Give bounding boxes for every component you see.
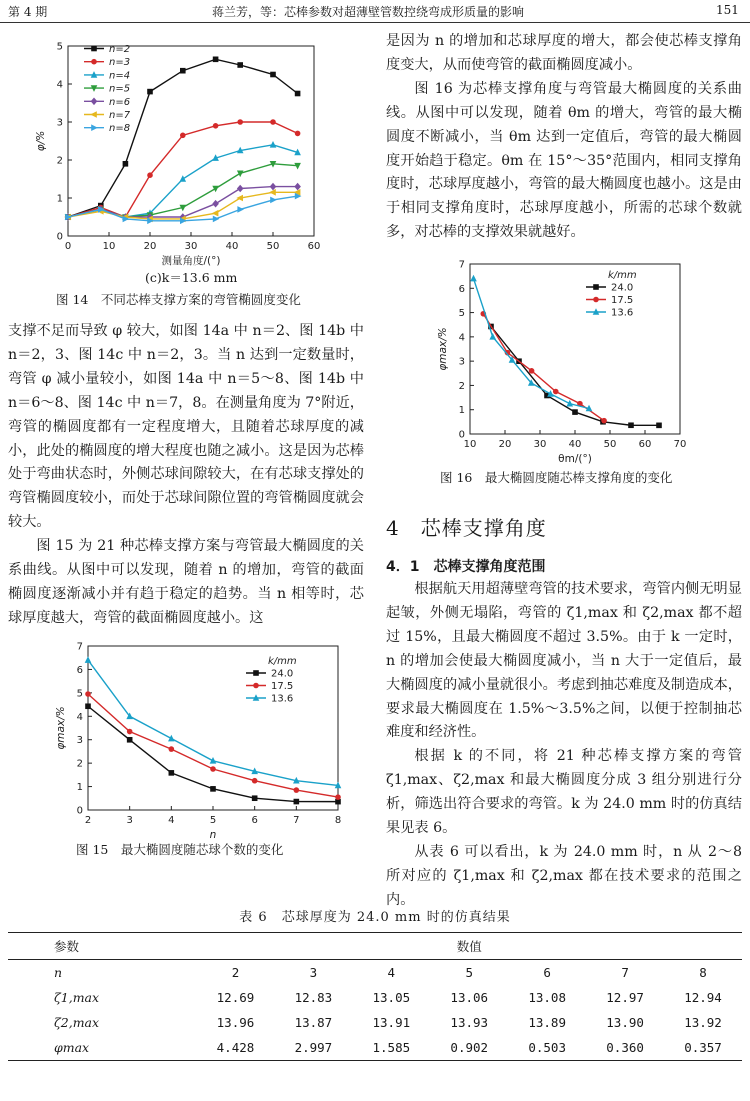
x-tick-label: 2 [84, 815, 92, 826]
y-axis-label: φmax/% [437, 327, 449, 371]
row-label: ζ2,max [54, 1015, 100, 1030]
data-point [210, 766, 216, 772]
section-heading: 4 芯棒支撑角度 [386, 516, 547, 540]
x-tick-label: 10 [102, 241, 116, 252]
data-point [252, 778, 258, 784]
table-cell: 2.997 [274, 1035, 352, 1061]
y-tick-label: 7 [76, 641, 83, 653]
legend-label: 17.5 [611, 295, 634, 306]
issue-number: 第 4 期 [8, 5, 48, 19]
y-axis-label: φmax/% [55, 706, 67, 750]
data-point [180, 133, 186, 139]
table-cell: 7 [621, 965, 629, 980]
right-column-text-bottom [386, 578, 742, 913]
y-tick-label: 0 [76, 805, 83, 817]
data-point [237, 185, 244, 193]
data-point [91, 46, 97, 52]
table-cell: 0.360 [586, 1035, 664, 1061]
y-tick-label: 4 [458, 332, 465, 344]
data-point [147, 89, 153, 95]
data-point [212, 200, 219, 208]
x-axis-label: n [209, 829, 217, 841]
paragraph: 图 15 为 21 种芯棒支撑方案与弯管最大椭圆度的关系曲线。从图中可以发现，随着 n 的增加，弯管的截面椭圆度逐渐减小并有趋于稳定的趋势。当 n 相等时，芯球厚度越大，弯管的截面椭圆度越小。这 [8, 538, 364, 626]
running-title: 蒋兰芳，等：芯棒参数对超薄壁管数控绕弯成形质量的影响 [212, 5, 525, 19]
table-cell: 4.428 [197, 1035, 275, 1061]
row-label: ζ1,max [54, 990, 100, 1005]
paragraph: 图 16 为芯棒支撑角度与弯管最大椭圆度的关系曲线。从图中可以发现，随着 θm 的增大，弯管的最大椭圆度不断减小，当 θm 达到一定值后，弯管的最大椭圆度开始趋于稳定。θm 在 15°～35°范围内，相同支撑角度时，芯球厚度越小，弯管的最大椭圆度也越小。这是由于相同支撑角度时，芯球厚度越小，所需的芯球个数就多，对芯棒的支撑效果就越好。 [386, 80, 742, 241]
table-cell: 3 [309, 965, 318, 980]
figure-15-caption: 图 15 最大椭圆度随芯球个数的变化 [76, 842, 284, 857]
figure-14-caption: 图 14 不同芯棒支撑方案的弯管椭圆度变化 [56, 292, 301, 307]
table-cell: 13.90 [606, 1015, 644, 1030]
legend-label: n=7 [109, 110, 131, 121]
figure-16-chart [410, 256, 750, 471]
data-point [252, 795, 258, 801]
legend-label: n=3 [109, 57, 131, 69]
data-point [489, 333, 496, 340]
y-tick-label: 6 [458, 283, 465, 295]
data-point [212, 186, 219, 193]
x-tick-label: 7 [293, 815, 300, 826]
x-tick-label: 20 [498, 439, 512, 450]
data-point [294, 787, 300, 793]
x-tick-label: 30 [184, 241, 198, 252]
y-tick-label: 4 [76, 711, 83, 723]
data-point [553, 389, 559, 395]
paragraph: 从表 6 可以看出，k 为 24.0 mm 时，n 从 2～8 所对应的 ζ1,max 和 ζ2,max 都在技术要求的范围之内。 [386, 843, 742, 908]
x-tick-label: 40 [568, 439, 582, 450]
y-tick-label: 0 [56, 231, 63, 243]
table-cell: 2 [231, 965, 240, 980]
series-line [474, 279, 590, 409]
table-row [8, 960, 742, 986]
right-column-text-top [386, 30, 742, 245]
row-label: φmax [8, 1035, 197, 1061]
data-point [628, 422, 634, 428]
data-point [593, 297, 599, 303]
legend-label: n=5 [109, 83, 131, 95]
data-point [253, 683, 259, 689]
data-point [656, 423, 662, 429]
plot-frame [470, 264, 680, 434]
legend-label: 13.6 [611, 307, 634, 319]
data-point [90, 111, 97, 118]
legend-label: 13.6 [271, 693, 294, 705]
data-point [593, 284, 599, 290]
data-point [294, 799, 300, 805]
y-tick-label: 3 [458, 356, 465, 368]
table-cell: 12.69 [216, 990, 255, 1005]
data-point [270, 197, 277, 204]
y-tick-label: 1 [56, 193, 63, 205]
table-cell: 13.92 [684, 1015, 722, 1030]
data-point [295, 131, 301, 137]
table-6-title: 表 6 芯球厚度为 24.0 mm 时的仿真结果 [239, 910, 511, 925]
x-tick-label: 50 [603, 439, 617, 450]
data-point [270, 141, 277, 148]
y-tick-label: 1 [76, 782, 83, 794]
legend-title: k/mm [268, 656, 297, 667]
header-value: 数值 [197, 933, 742, 960]
table-cell: 0.503 [508, 1035, 586, 1061]
data-point [253, 670, 259, 676]
data-point [335, 794, 341, 800]
data-point [572, 409, 578, 415]
subsection-heading: 4．1 芯棒支撑角度范围 [386, 559, 546, 575]
table-cell: 5 [465, 965, 473, 980]
x-tick-label: 6 [251, 815, 258, 826]
data-point [169, 770, 175, 776]
x-tick-label: 60 [307, 241, 321, 252]
page-number: 151 [716, 3, 739, 17]
table-cell: 13.89 [528, 1015, 566, 1030]
x-tick-label: 60 [638, 439, 652, 450]
data-point [270, 72, 276, 78]
paragraph: 支撑不足而导致 φ 较大，如图 14a 中 n＝2、图 14b 中 n＝2，3、图 14c 中 n＝2，3。当 n 达到一定数量时，弯管 φ 减小量较小，如图 14a 中 n＝5～8、图 14b 中 n＝6～8、图 14c 中 n＝7，8。在测量角度为 7°附近，弯管的椭圆度都有一定程度增大，且随着芯球厚度的减小，此处的椭圆度的增大程度也随之减小。这是因为芯棒处于弯曲状态时，外侧芯球间隙较大，在有芯球支撑处的弯管椭圆度较小，而处于芯球间隙位置的弯管椭圆度就会较大。 [8, 323, 364, 531]
table-cell: 0.357 [664, 1035, 742, 1061]
table-6 [8, 932, 742, 1061]
table-cell: 12.83 [294, 990, 333, 1005]
paragraph: 是因为 n 的增加和芯球厚度的增大，都会使芯棒支撑角度变大，从而使弯管的截面椭圆度减小。 [386, 33, 742, 73]
y-axis-label: φ/% [35, 130, 47, 152]
x-axis-label: 测量角度/(°) [161, 255, 221, 267]
y-tick-label: 2 [458, 380, 465, 392]
data-point [85, 691, 91, 697]
y-tick-label: 5 [56, 41, 63, 53]
table-cell: 13.05 [372, 990, 411, 1005]
table-cell: 12.94 [684, 990, 722, 1005]
y-tick-label: 5 [76, 688, 83, 700]
left-column-text [8, 320, 364, 631]
data-point [269, 189, 276, 196]
data-point [213, 57, 219, 63]
y-tick-label: 2 [76, 758, 83, 770]
data-point [91, 59, 97, 65]
paragraph: 根据 k 的不同，将 21 种芯棒支撑方案的弯管 ζ1,max、ζ2,max 和最大椭圆度分成 3 组分别进行分析，筛选出符合要求的弯管。k 为 24.0 mm 时的仿真结果见表 6。 [386, 748, 742, 837]
figure-15-chart [40, 632, 370, 862]
data-point [91, 124, 98, 131]
data-point [213, 123, 219, 129]
data-point [237, 206, 244, 213]
y-tick-label: 3 [76, 735, 83, 747]
x-tick-label: 30 [533, 439, 547, 450]
table-cell: 13.93 [450, 1015, 489, 1030]
table-row [8, 985, 742, 1010]
data-point [147, 172, 153, 178]
table-row [8, 1010, 742, 1035]
data-point [237, 119, 243, 125]
x-tick-label: 3 [126, 815, 133, 826]
table-row [8, 1035, 742, 1061]
legend-label: n=2 [109, 44, 131, 55]
legend-label: 17.5 [271, 681, 294, 692]
legend-label: n=6 [109, 96, 131, 108]
x-tick-label: 0 [64, 241, 72, 252]
data-point [213, 216, 220, 223]
legend-label: n=8 [109, 123, 131, 135]
x-tick-label: 50 [266, 241, 280, 252]
y-tick-label: 1 [458, 405, 465, 417]
data-point [180, 175, 187, 182]
y-tick-label: 5 [458, 308, 465, 320]
x-tick-label: 5 [209, 815, 217, 826]
data-point [295, 91, 301, 97]
y-tick-label: 4 [56, 79, 63, 91]
data-point [123, 161, 129, 167]
data-point [169, 746, 175, 752]
table-cell: 13.08 [528, 990, 566, 1005]
data-point [212, 210, 219, 217]
table-cell: 13.06 [450, 990, 489, 1005]
figure-16-caption: 图 16 最大椭圆度随芯棒支撑角度的变化 [440, 470, 673, 485]
plot-frame [68, 46, 314, 236]
data-point [237, 62, 243, 68]
legend-title: k/mm [608, 270, 637, 281]
data-point [529, 368, 535, 374]
figure-14-chart [30, 30, 360, 290]
legend-label: 24.0 [611, 282, 634, 294]
data-point [470, 275, 477, 282]
running-header [0, 0, 750, 23]
table-cell: 8 [699, 965, 707, 980]
table-cell: 6 [543, 965, 551, 980]
x-tick-label: 10 [463, 439, 477, 450]
row-label: n [54, 965, 63, 980]
x-tick-label: 40 [225, 241, 239, 252]
data-point [127, 737, 133, 743]
paragraph: 根据航天用超薄壁弯管的技术要求，弯管内侧无明显起皱，外侧无塌陷，弯管的 ζ1,max 和 ζ2,max 都不超过 15%，且最大椭圆度不超过 3.5%。由于 k 一定时，n 的增加会使最大椭圆度减小，当 n 大于一定值后，最大椭圆度的减小量就很小。考虑到抽芯难度及制造成本，要求最大椭圆度在 1.5%～3.5%之间，以便于控制抽芯难度和经济性。 [386, 581, 742, 741]
table-cell: 4 [387, 965, 396, 980]
data-point [210, 786, 216, 792]
x-axis-label: θm/(°) [558, 453, 592, 465]
legend-label: 24.0 [271, 668, 294, 680]
table-cell: 13.96 [216, 1015, 255, 1030]
data-point [91, 98, 98, 106]
y-tick-label: 6 [76, 664, 83, 676]
table-cell: 13.87 [294, 1015, 333, 1030]
x-tick-label: 4 [168, 815, 175, 826]
x-tick-label: 70 [673, 439, 687, 450]
table-header-row [8, 933, 742, 960]
series-line [483, 314, 604, 421]
data-point [85, 656, 92, 663]
y-tick-label: 2 [56, 155, 63, 167]
header-param: 参数 [8, 933, 197, 960]
table-cell: 12.97 [606, 990, 644, 1005]
x-tick-label: 8 [334, 815, 342, 826]
data-point [601, 418, 607, 424]
data-point [85, 703, 91, 709]
y-tick-label: 7 [458, 259, 465, 271]
table-cell: 1.585 [352, 1035, 430, 1061]
x-tick-label: 20 [143, 241, 157, 252]
data-point [237, 171, 244, 178]
figure-14c-subcaption: (c)k＝13.6 mm [145, 270, 238, 285]
data-point [270, 119, 276, 125]
table-cell: 13.91 [372, 1015, 411, 1030]
legend-label: n=4 [109, 70, 131, 82]
table-cell: 0.902 [430, 1035, 508, 1061]
data-point [180, 68, 186, 74]
y-tick-label: 0 [458, 429, 465, 441]
y-tick-label: 3 [56, 117, 63, 129]
data-point [127, 729, 133, 735]
